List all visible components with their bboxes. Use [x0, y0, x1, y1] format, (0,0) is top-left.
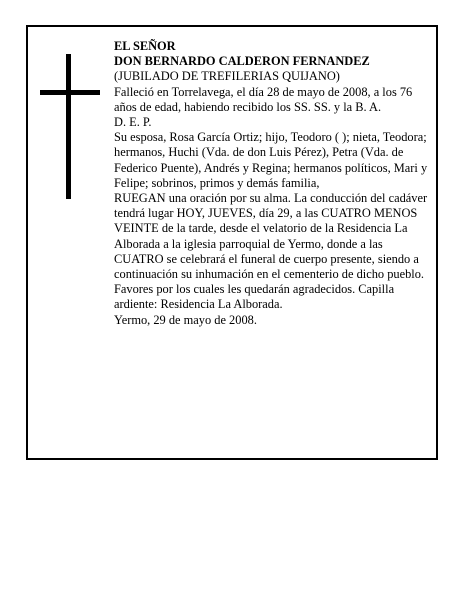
death-announcement: Falleció en Torrelavega, el día 28 de mayo de 2008, a los 76 años de edad, habiendo recibido los SS. SS. y la B. A. — [114, 84, 416, 114]
place-date: Yermo, 29 de mayo de 2008. — [114, 312, 257, 327]
dep-text: D. E. P. — [114, 115, 152, 130]
cross-vertical-bar — [66, 54, 71, 199]
obituary-notice — [26, 25, 438, 460]
cross-horizontal-bar — [40, 90, 100, 95]
funeral-request: RUEGAN una oración por su alma. La conducción del cadáver tendrá lugar HOY, JUEVES, día 29, a las CUATRO MENOS VEINTE de la tarde, desde el velatorio de la Residencia La Alborada a la iglesia parroquial de Yermo, donde a las CUATRO se celebrará el funeral de cuerpo presente, siendo a continuación su inhumación en el cementerio de dicho pueblo. Favores por los cuales les quedarán agradecidos. Capilla ardiente: Residencia La Alborada. — [114, 191, 431, 312]
notice-body — [114, 39, 432, 328]
notice-title-1: EL SEÑOR — [114, 39, 176, 53]
family-list: Su esposa, Rosa García Ortiz; hijo, Teodoro ( ); nieta, Teodora; hermanos, Huchi (Vda. de don Luis Pérez), Petra (Vda. de Federico Puente), Andrés y Regina; hermanos políticos, Mari y Felipe; sobrinos, primos y demás familia, — [114, 130, 431, 190]
cross-icon — [40, 54, 100, 199]
deceased-subtitle: (JUBILADO DE TREFILERIAS QUIJANO) — [114, 69, 340, 84]
deceased-name: DON BERNARDO CALDERON FERNANDEZ — [114, 54, 370, 69]
